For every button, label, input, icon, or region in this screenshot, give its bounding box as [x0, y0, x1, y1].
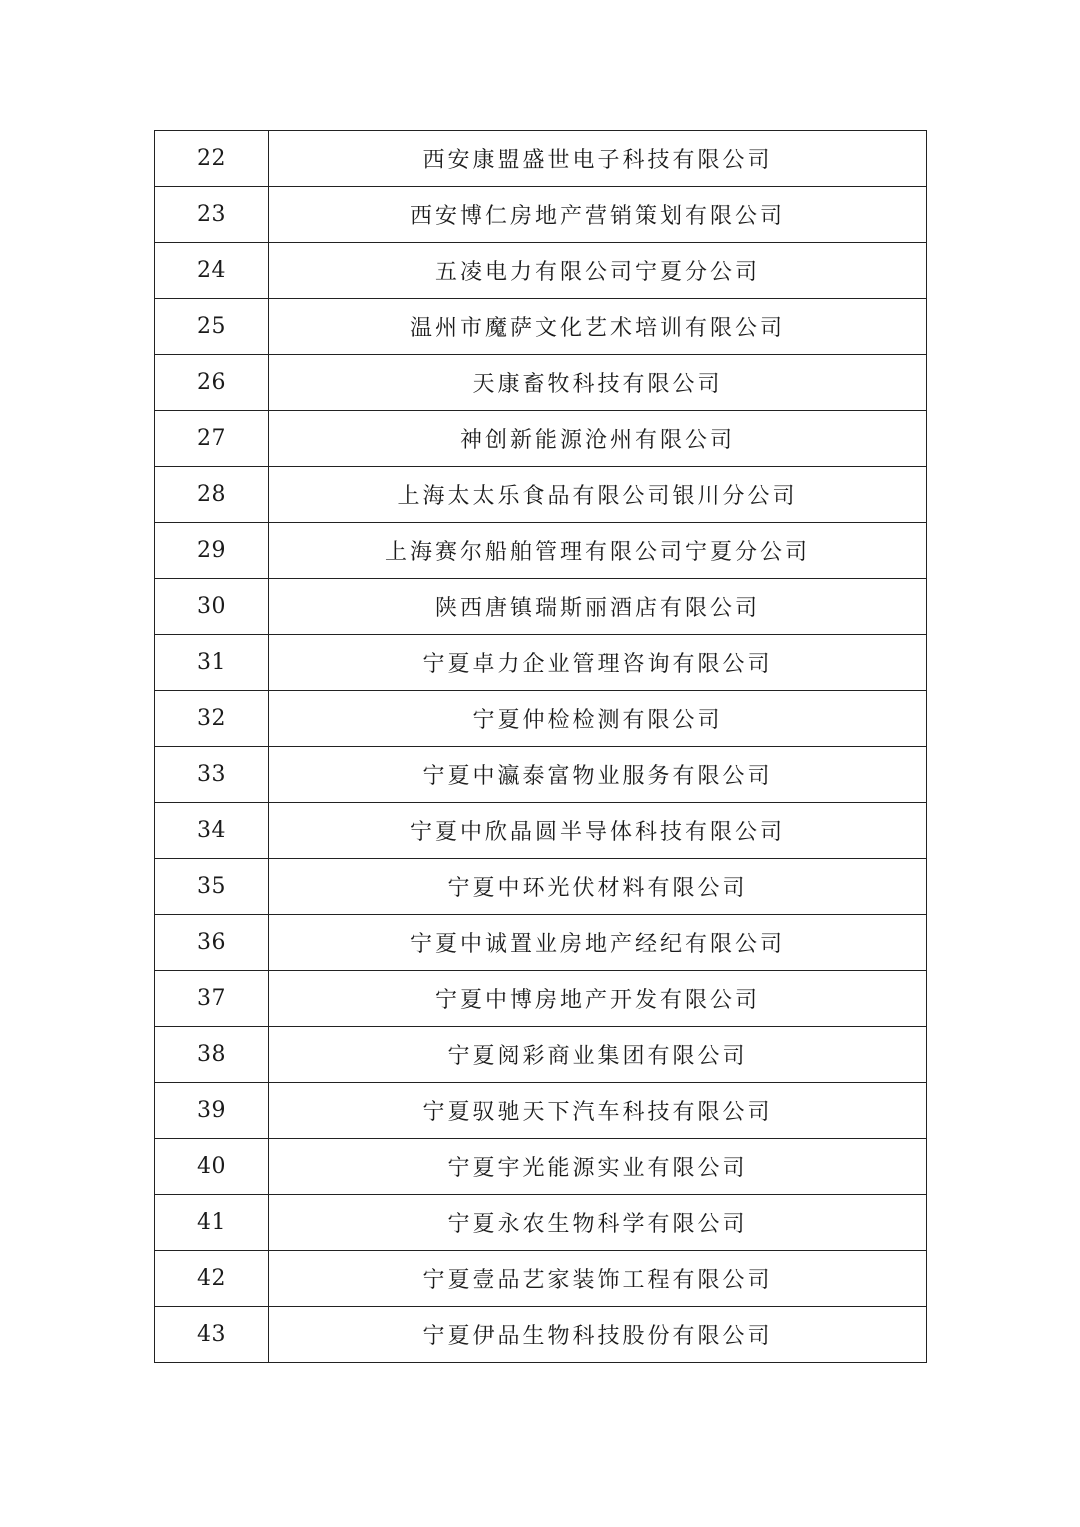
company-name: 五凌电力有限公司宁夏分公司 [269, 243, 927, 299]
row-number: 28 [155, 467, 269, 523]
company-name: 宁夏卓力企业管理咨询有限公司 [269, 635, 927, 691]
row-number: 35 [155, 859, 269, 915]
table-row [155, 1251, 927, 1307]
company-name: 宁夏仲检检测有限公司 [269, 691, 927, 747]
company-name: 温州市魔萨文化艺术培训有限公司 [269, 299, 927, 355]
company-name: 宁夏壹品艺家装饰工程有限公司 [269, 1251, 927, 1307]
row-number: 27 [155, 411, 269, 467]
table-row [155, 411, 927, 467]
company-name: 宁夏永农生物科学有限公司 [269, 1195, 927, 1251]
row-number: 36 [155, 915, 269, 971]
row-number: 34 [155, 803, 269, 859]
company-name: 宁夏伊品生物科技股份有限公司 [269, 1307, 927, 1363]
table-row [155, 1083, 927, 1139]
row-number: 37 [155, 971, 269, 1027]
table-body [155, 131, 927, 1363]
row-number: 22 [155, 131, 269, 187]
table-row [155, 915, 927, 971]
company-name: 上海赛尔船舶管理有限公司宁夏分公司 [269, 523, 927, 579]
company-name: 宁夏宇光能源实业有限公司 [269, 1139, 927, 1195]
company-name: 上海太太乐食品有限公司银川分公司 [269, 467, 927, 523]
company-name: 宁夏中瀛泰富物业服务有限公司 [269, 747, 927, 803]
company-name: 天康畜牧科技有限公司 [269, 355, 927, 411]
row-number: 31 [155, 635, 269, 691]
row-number: 30 [155, 579, 269, 635]
row-number: 38 [155, 1027, 269, 1083]
row-number: 39 [155, 1083, 269, 1139]
table-row [155, 859, 927, 915]
company-name: 西安康盟盛世电子科技有限公司 [269, 131, 927, 187]
table-row [155, 747, 927, 803]
row-number: 42 [155, 1251, 269, 1307]
table-row [155, 523, 927, 579]
table-row [155, 579, 927, 635]
company-name: 西安博仁房地产营销策划有限公司 [269, 187, 927, 243]
row-number: 40 [155, 1139, 269, 1195]
table-row [155, 1139, 927, 1195]
row-number: 33 [155, 747, 269, 803]
row-number: 23 [155, 187, 269, 243]
table-row [155, 971, 927, 1027]
row-number: 32 [155, 691, 269, 747]
company-name: 宁夏中诚置业房地产经纪有限公司 [269, 915, 927, 971]
table-row [155, 1195, 927, 1251]
row-number: 25 [155, 299, 269, 355]
company-name: 宁夏驭驰天下汽车科技有限公司 [269, 1083, 927, 1139]
table-row [155, 1027, 927, 1083]
row-number: 41 [155, 1195, 269, 1251]
company-name: 宁夏中环光伏材料有限公司 [269, 859, 927, 915]
table-row [155, 131, 927, 187]
table-row [155, 299, 927, 355]
table-row [155, 355, 927, 411]
company-name: 宁夏中博房地产开发有限公司 [269, 971, 927, 1027]
company-name: 神创新能源沧州有限公司 [269, 411, 927, 467]
row-number: 24 [155, 243, 269, 299]
table-row [155, 467, 927, 523]
company-name: 宁夏中欣晶圆半导体科技有限公司 [269, 803, 927, 859]
table-row [155, 243, 927, 299]
company-name: 宁夏阅彩商业集团有限公司 [269, 1027, 927, 1083]
row-number: 26 [155, 355, 269, 411]
row-number: 29 [155, 523, 269, 579]
table-row [155, 1307, 927, 1363]
table-row [155, 691, 927, 747]
row-number: 43 [155, 1307, 269, 1363]
company-name: 陕西唐镇瑞斯丽酒店有限公司 [269, 579, 927, 635]
company-list-table [154, 130, 927, 1363]
table-row [155, 803, 927, 859]
table-row [155, 635, 927, 691]
table-row [155, 187, 927, 243]
